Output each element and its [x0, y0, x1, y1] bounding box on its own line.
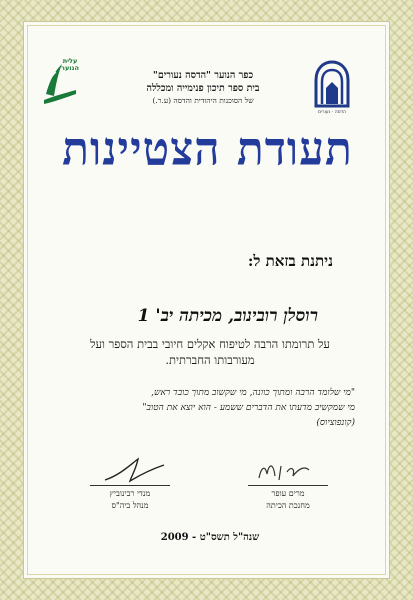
certificate-date: שנה"ל תשס"ט - 2009 — [160, 532, 260, 543]
right-signature — [255, 458, 315, 484]
right-signer-name: מרים עופר — [271, 489, 305, 498]
youth-aliyah-logo — [40, 50, 88, 112]
quote-block — [70, 386, 355, 431]
recipient-name: רוסלן רובינוב, מכיתה יב' 1 — [137, 306, 318, 326]
given-to-label: ניתנת בזאת ל: — [247, 252, 333, 270]
certificate-title: תעודת הצטיינות — [62, 122, 353, 177]
quote-line-2: מי שמקשיב מדעתו את הדברים ששמע - הוא יוצא את הטוב" — [142, 403, 355, 413]
left-signer-name: מנדי רבינוביץ — [109, 489, 151, 498]
header-line-3: של הסוכנות היהודית והדסה (ע.ר.) — [152, 96, 254, 105]
header-line-1: כפר הנוער "הדסה נעורים" — [152, 70, 254, 81]
right-signature-line — [248, 485, 328, 486]
left-signer-role: מנהל ביה"ס — [111, 501, 149, 510]
logo-caption: הדסה · נעורים — [318, 110, 346, 115]
logo-text: עלית הנוער — [61, 57, 79, 72]
award-reason: על תרומתו הרבה לטיפוח אקלים חיובי בבית הספר ועל מעורבותו החברתית. — [90, 337, 330, 367]
quote-line-1: "מי שלומד הרבה ומתוך כוונה, מי שקשוב מתוך כובד ראש, — [151, 388, 355, 398]
left-signature — [100, 455, 170, 485]
right-signer-role: מחנכת הכיתה — [266, 501, 310, 510]
header-line-2: בית ספר תיכון פנימייה ומכללה — [146, 83, 260, 94]
quote-attribution: (קונפוציוס) — [316, 418, 355, 428]
left-signature-line — [90, 485, 170, 486]
